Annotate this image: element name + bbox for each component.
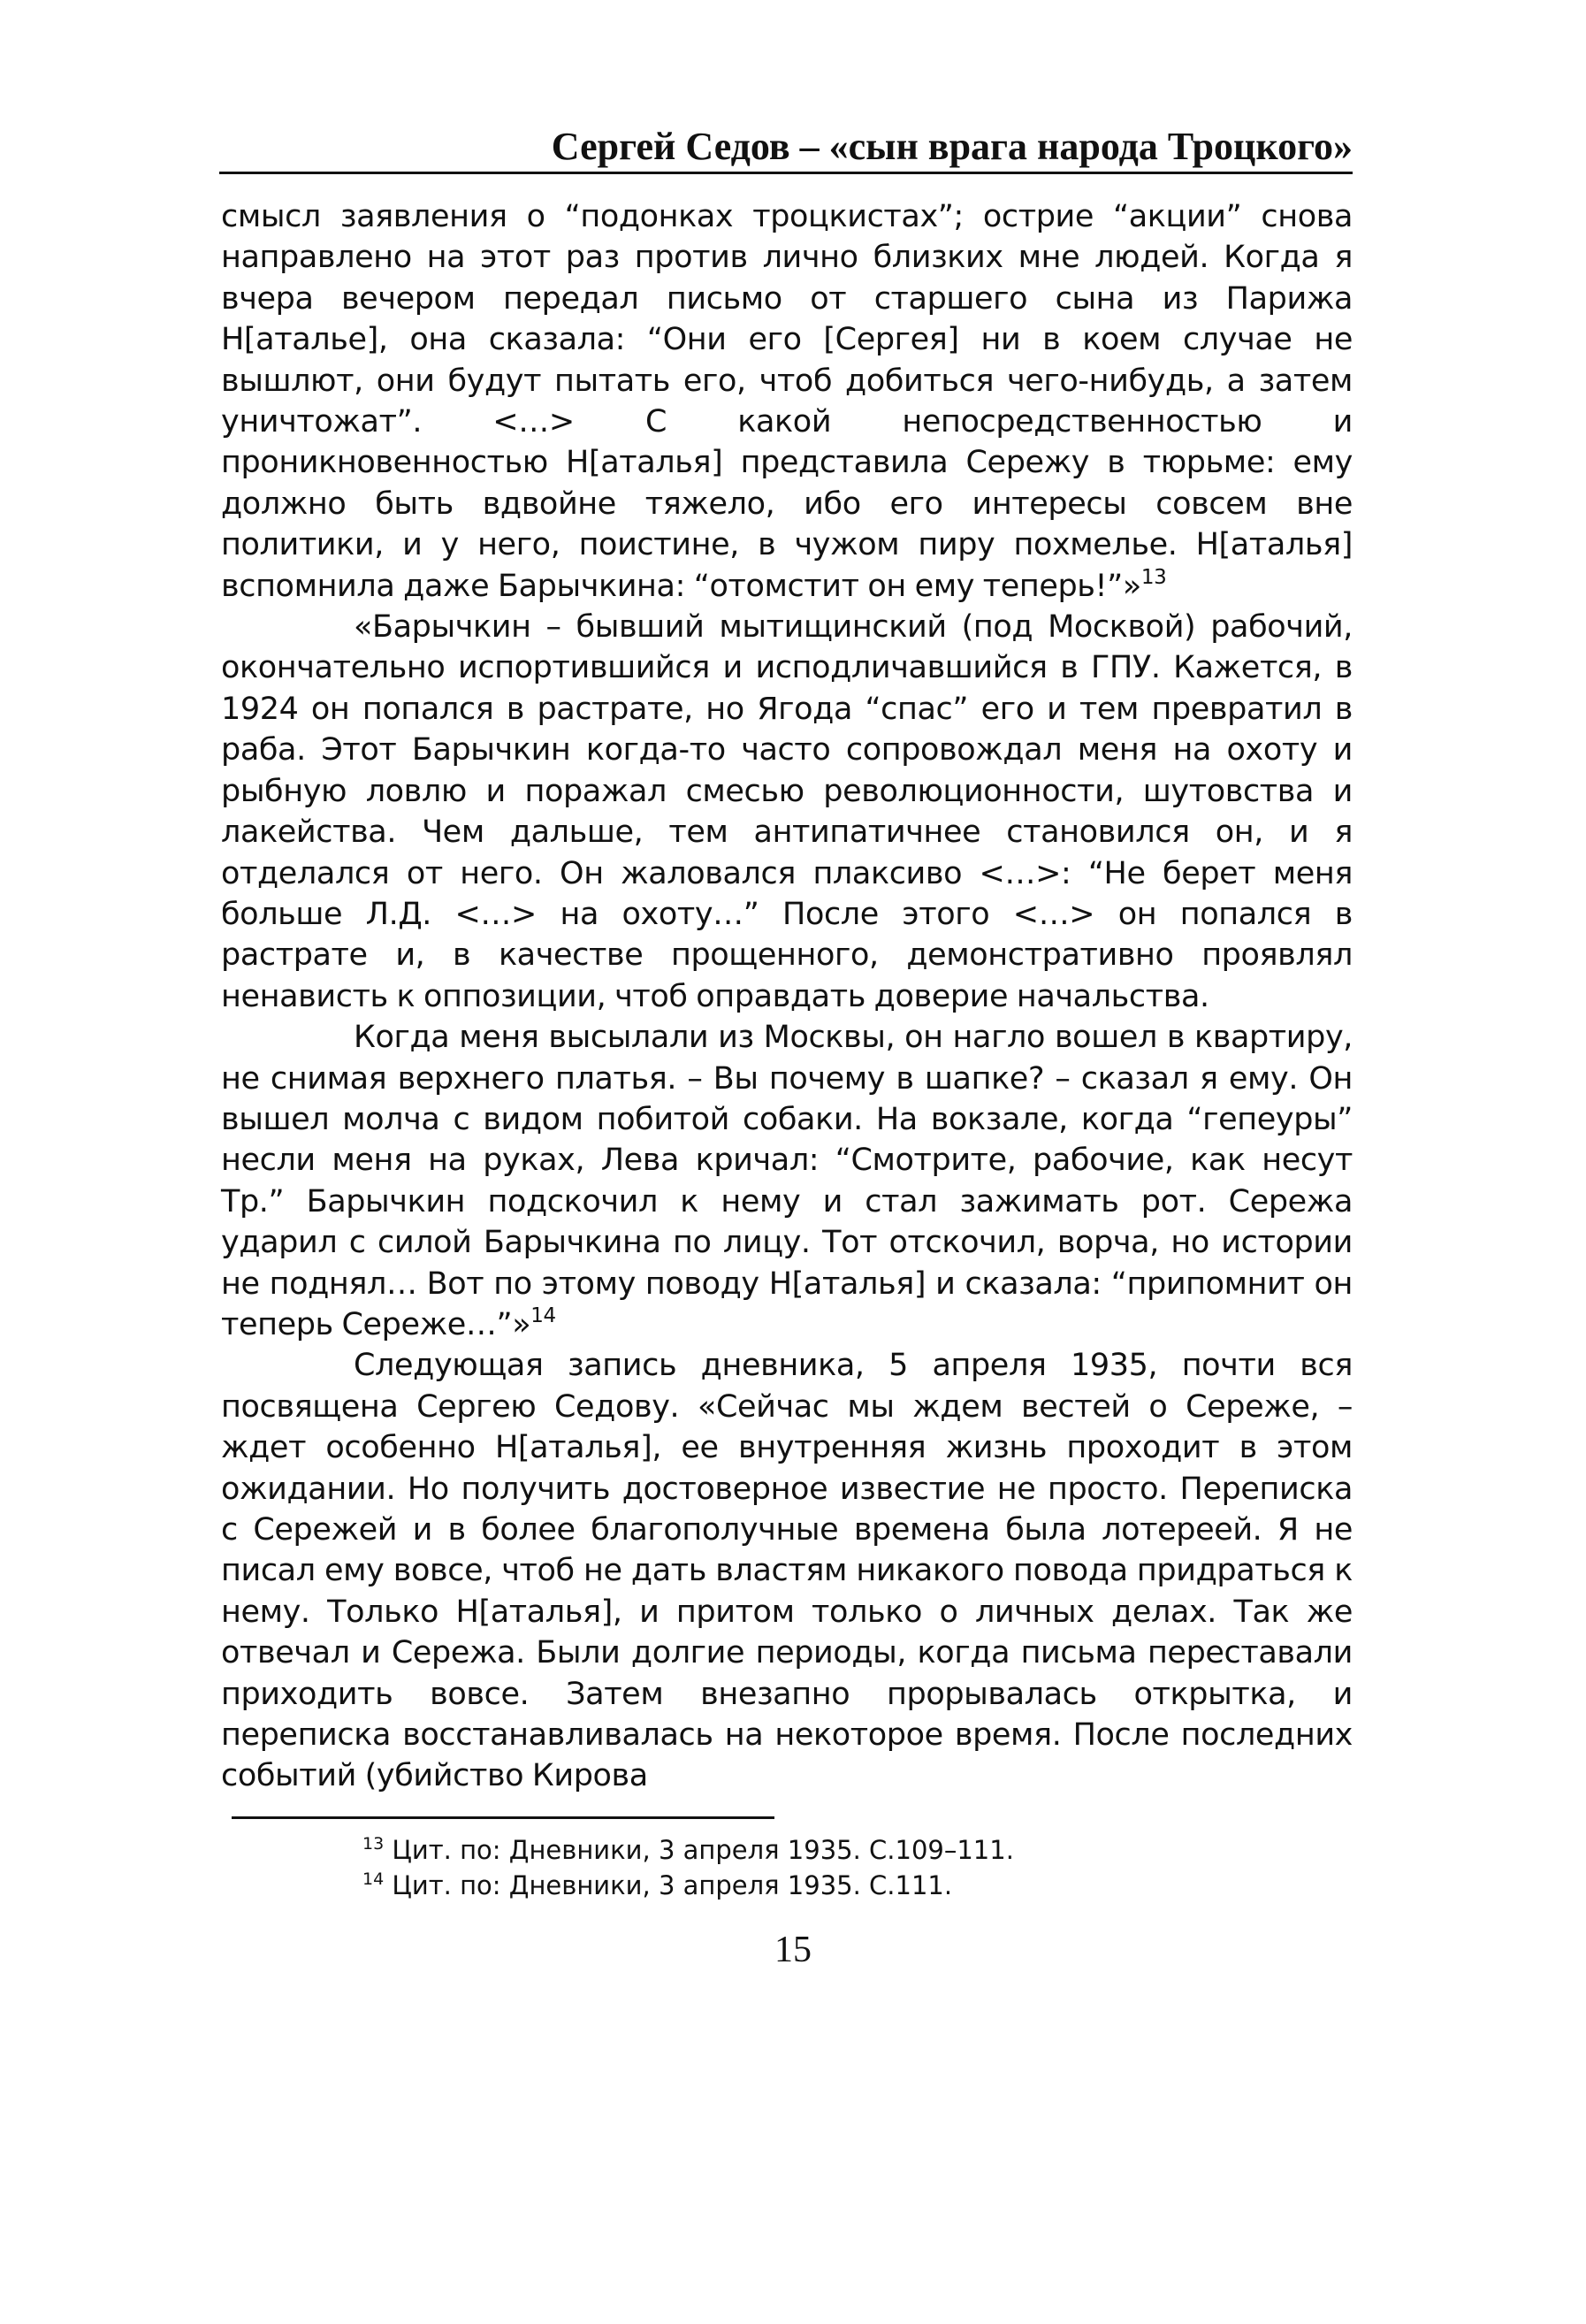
- running-header: Сергей Седов – «сын врага народа Троцкого»: [551, 125, 1353, 168]
- footnote-text: Цит. по: Дневники, 3 апреля 1935. С.109–111.: [392, 1835, 1014, 1865]
- footnote-ref: 13: [1140, 565, 1167, 589]
- footnotes: [362, 1832, 1353, 1903]
- header-divider: [219, 172, 1353, 174]
- paragraph: [221, 196, 1353, 607]
- paragraph: [221, 1017, 1353, 1345]
- footnote-divider: [232, 1816, 774, 1819]
- footnote: [362, 1868, 1353, 1903]
- footnote-ref: 14: [530, 1303, 556, 1327]
- main-text: [221, 196, 1353, 1797]
- footnote: [362, 1832, 1353, 1868]
- paragraph-text: смысл заявления о “подонках троцкистах”; острие “акции” снова направлено на этот раз против лично близких мне людей. Когда я вчера вечером передал письмо от старшего сына из Парижа Н[аталье], она сказала: “Они его [Сергея] ни в коем случае не вышлют, они будут пытать его, чтоб добиться чего-нибудь, а затем уничтожат”. <…> С какой непосредственностью и проникновенностью Н[аталья] представила Сережу в тюрьме: ему должно быть вдвойне тяжело, ибо его интересы совсем вне политики, и у него, поистине, в чужом пиру похмелье. Н[аталья] вспомнила даже Барычкина: “отомстит он ему теперь!”»: [221, 199, 1353, 604]
- page-number: 15: [774, 1930, 812, 1970]
- paragraph-text: Следующая запись дневника, 5 апреля 1935, почти вся посвящена Сергею Седову. «Сейчас мы ждем вестей о Сереже, – ждет особенно Н[аталья], ее внутренняя жизнь проходит в этом ожидании. Но получить достоверное известие не просто. Переписка с Сережей и в более благополучные времена была лотереей. Я не писал ему вовсе, чтоб не дать властям никакого повода придраться к нему. Только Н[аталья], и притом только о личных делах. Так же отвечал и Сережа. Были долгие периоды, когда письма переставали приходить вовсе. Затем внезапно прорывалась открытка, и переписка восстанавливалась на некоторое время. После последних событий (убийство Кирова: [221, 1348, 1353, 1794]
- footnote-number: 14: [362, 1869, 385, 1889]
- paragraph: [221, 607, 1353, 1017]
- paragraph-text: Когда меня высылали из Москвы, он нагло вошел в квартиру, не снимая верхнего платья. – Вы почему в шапке? – сказал я ему. Он вышел молча с видом побитой собаки. На вокзале, когда “гепеуры” несли меня на руках, Лева кричал: “Смотрите, рабочие, как несут Тр.” Барычкин подскочил к нему и стал зажимать рот. Сережа ударил с силой Барычкина по лицу. Тот отскочил, ворча, но истории не поднял… Вот по этому поводу Н[аталья] и сказала: “припомнит он теперь Сереже…”»: [221, 1020, 1353, 1342]
- footnote-number: 13: [362, 1834, 385, 1854]
- paragraph: [221, 1345, 1353, 1796]
- paragraph-text: «Барычкин – бывший мытищинский (под Москвой) рабочий, окончательно испортившийся и исподличавшийся в ГПУ. Кажется, в 1924 он попался в растрате, но Ягода “спас” его и тем превратил в раба. Этот Барычкин когда-то часто сопровождал меня на охоту и рыбную ловлю и поражал смесью революционности, шутовства и лакейства. Чем дальше, тем антипатичнее становился он, и я отделался от него. Он жаловался плаксиво <…>: “Не берет меня больше Л.Д. <…> на охоту…” После этого <…> он попался в растрате и, в качестве прощенного, демонстративно проявлял ненависть к оппозиции, чтоб оправдать доверие начальства.: [221, 609, 1353, 1014]
- footnote-text: Цит. по: Дневники, 3 апреля 1935. С.111.: [392, 1870, 953, 1900]
